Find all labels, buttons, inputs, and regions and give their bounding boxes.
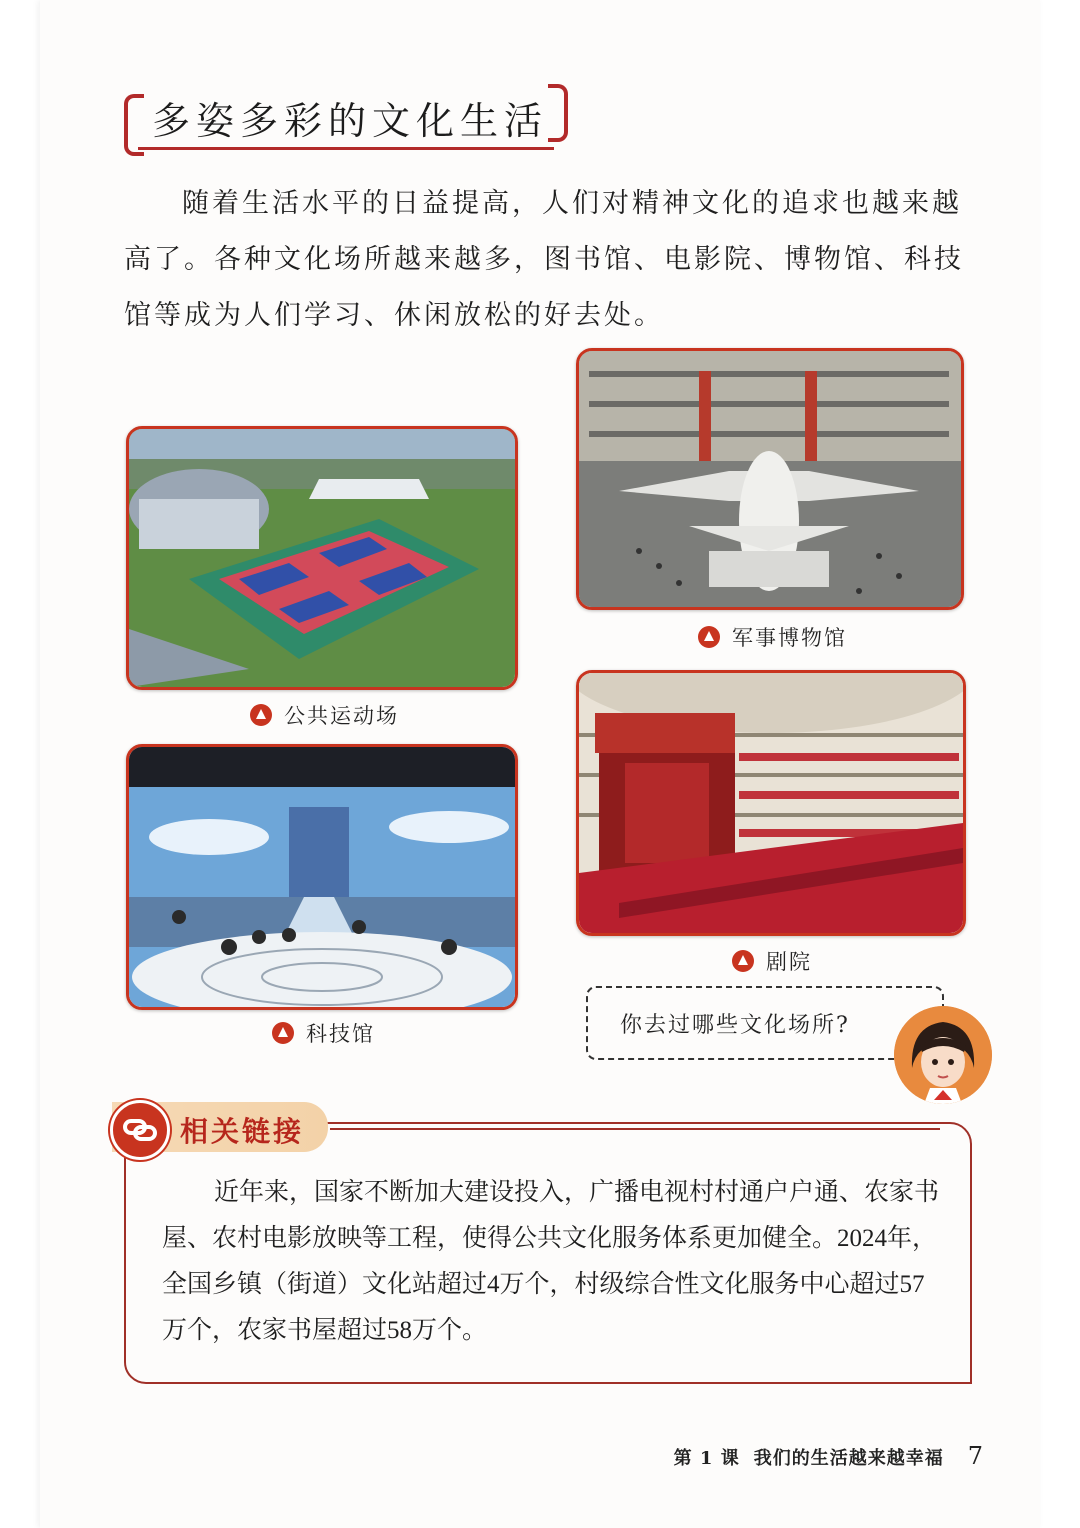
military-museum-photo	[576, 348, 964, 610]
section-title: 多姿多彩的文化生活	[152, 99, 549, 143]
bubble-question: 你去过哪些文化场所?	[620, 1013, 850, 1038]
triangle-icon	[250, 704, 272, 726]
footer-lesson-title: 我们的生活越来越幸福	[753, 1448, 944, 1469]
theater-photo	[576, 670, 966, 936]
sports-venue-photo	[126, 426, 518, 690]
girl-avatar	[894, 1006, 992, 1104]
caption-military-museum: 军事博物馆	[698, 622, 847, 652]
footer-lesson: 第 1 课	[673, 1448, 740, 1469]
triangle-icon	[272, 1022, 294, 1044]
related-link-text: 近年来，国家不断加大建设投入，广播电视村村通户户通、农家书屋、农村电影放映等工程，使得公共文化服务体系更加健全。2024年，全国乡镇（街道）文化站超过4万个，村级综合性文化服务中心超过57万个，农家书屋超过58万个。	[162, 1179, 940, 1344]
triangle-icon	[732, 950, 754, 972]
chain-link-icon	[110, 1100, 170, 1160]
title-underline	[138, 147, 554, 150]
page-footer	[674, 1442, 984, 1470]
triangle-icon	[698, 626, 720, 648]
intro-paragraph: 随着生活水平的日益提高，人们对精神文化的追求也越来越高了。各种文化场所越来越多，图书馆、电影院、博物馆、科技馆等成为人们学习、休闲放松的好去处。	[124, 188, 964, 331]
science-museum-photo	[126, 744, 518, 1010]
page-number: 7	[967, 1442, 984, 1470]
related-link-title: 相关链接	[180, 1115, 305, 1148]
caption-theater: 剧院	[732, 946, 812, 976]
related-link-rule	[330, 1128, 940, 1130]
caption-science-museum: 科技馆	[272, 1018, 375, 1048]
caption-sports-venue: 公共运动场	[250, 700, 399, 730]
title-bracket-right	[548, 84, 568, 142]
section-heading	[124, 84, 568, 150]
